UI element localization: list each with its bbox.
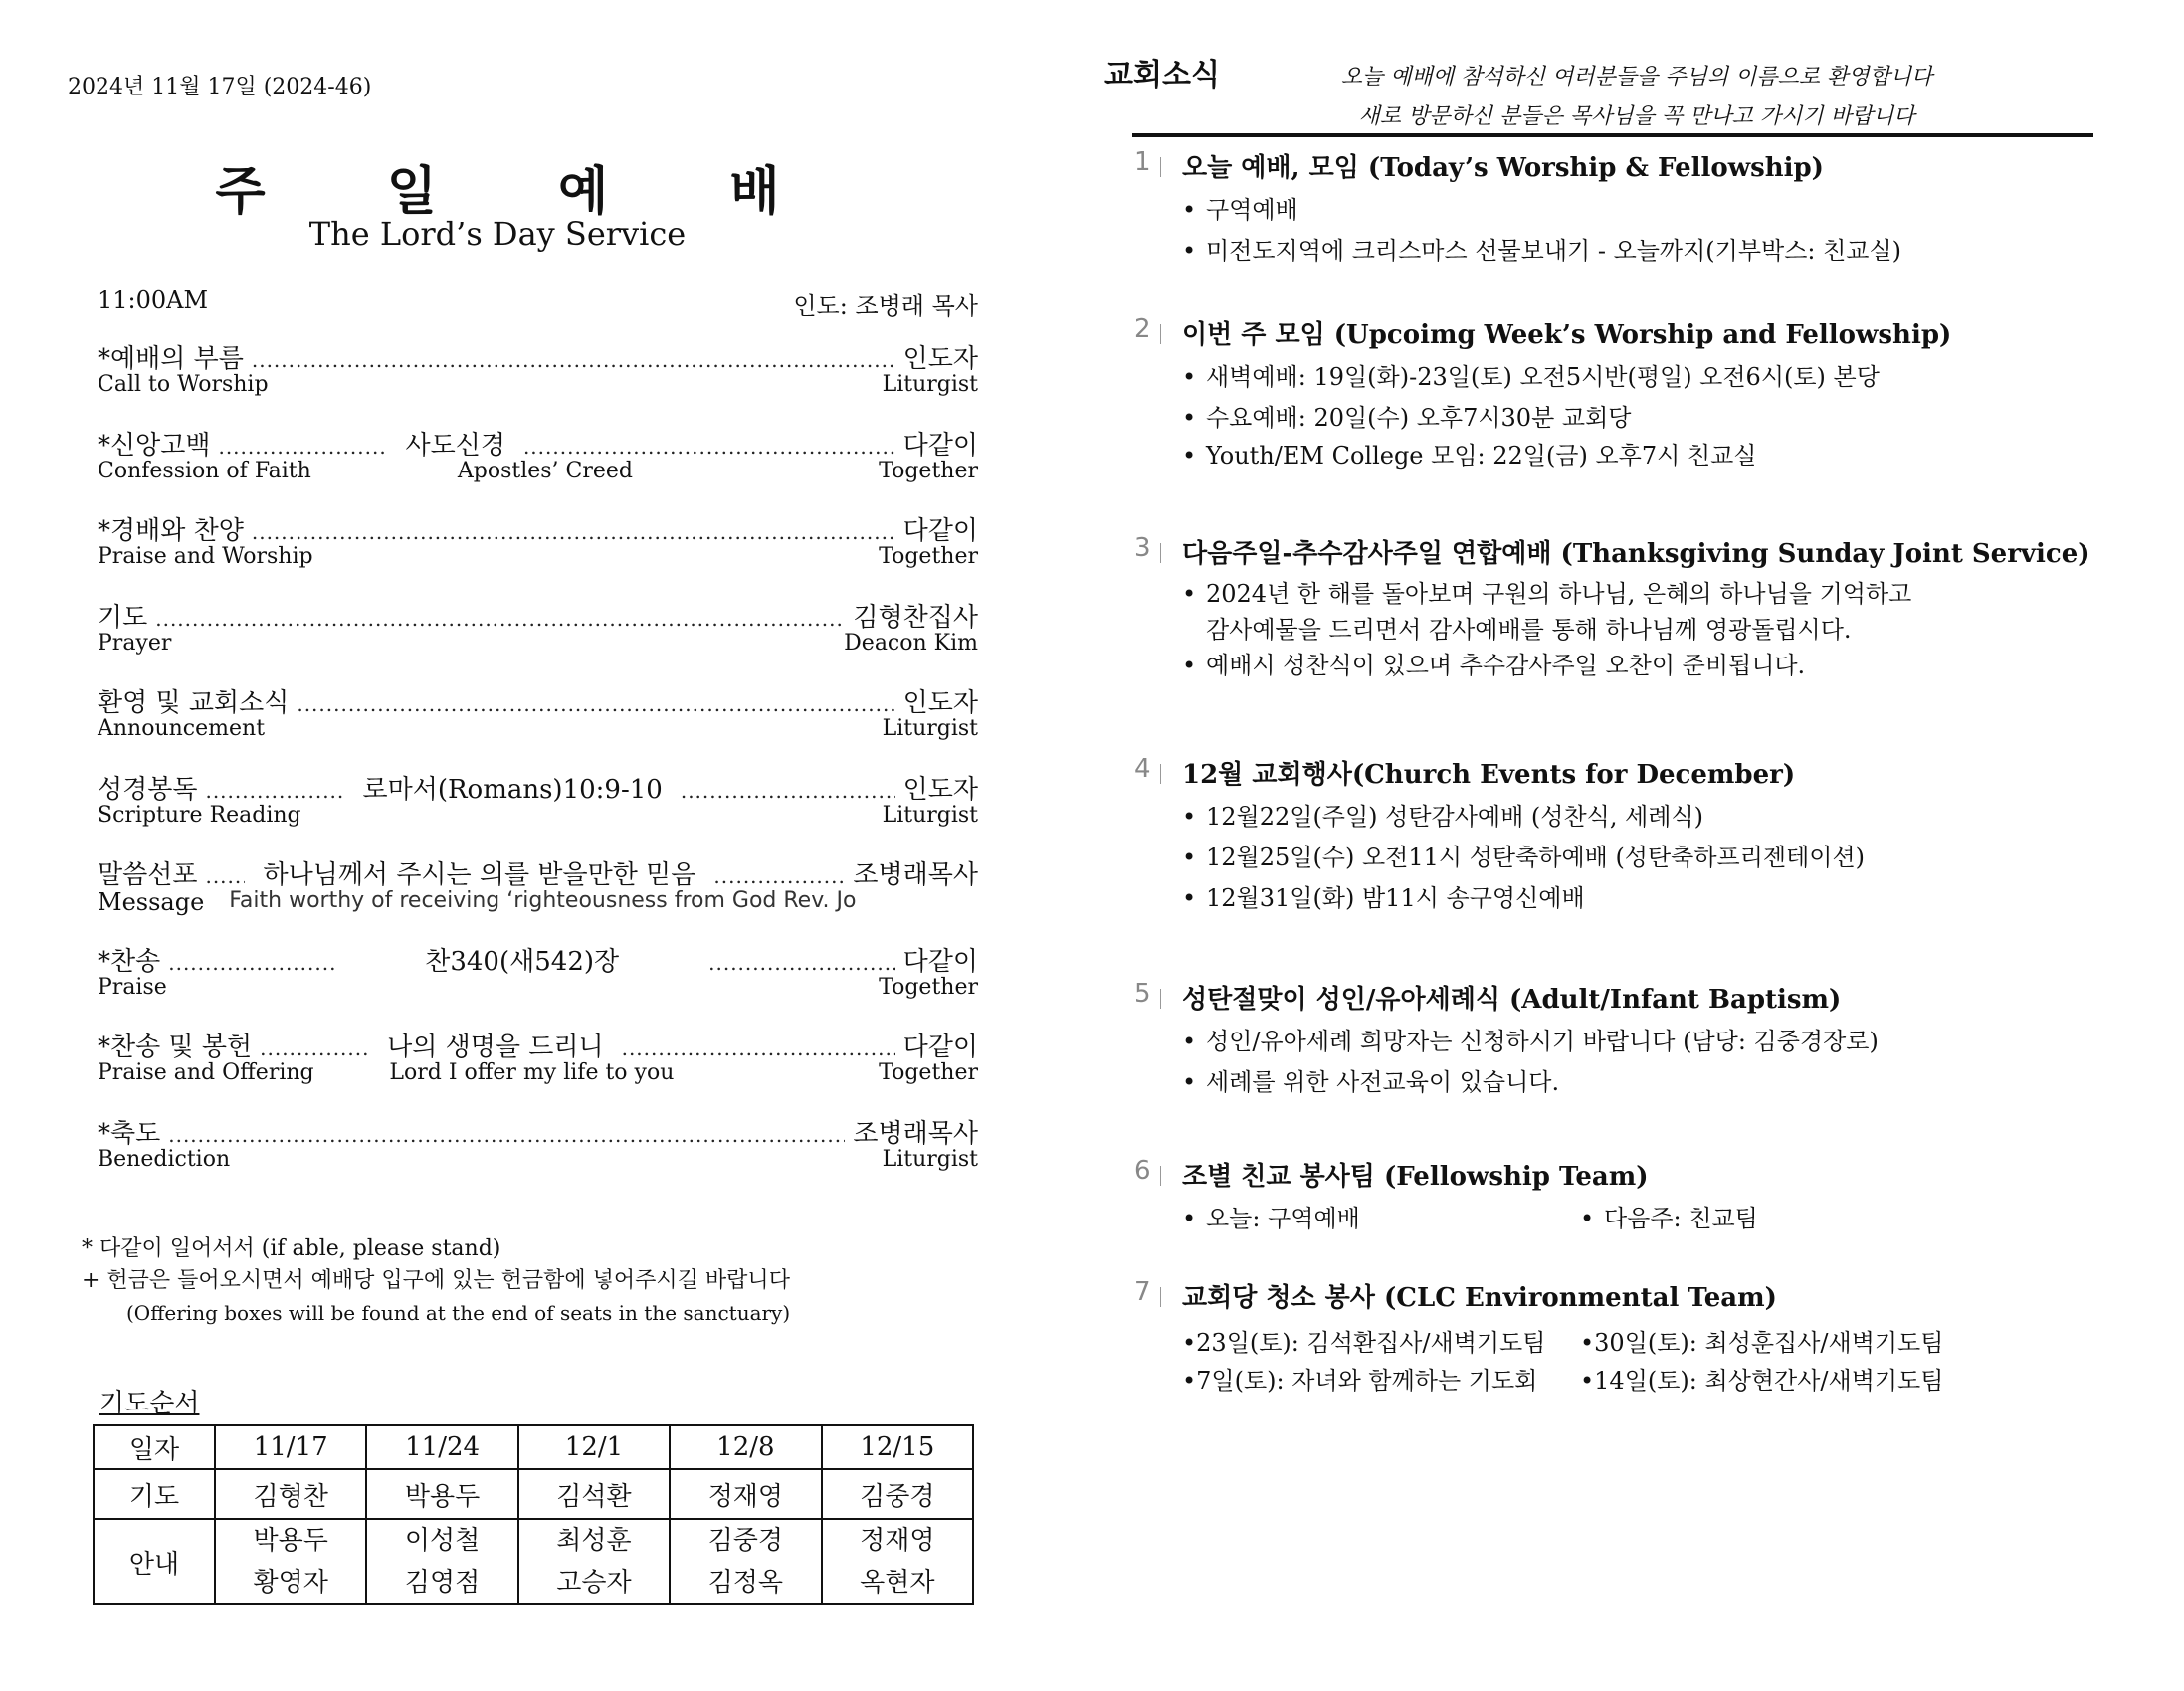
table-cell: 최성훈 고승자 — [518, 1519, 670, 1604]
order-en: Scripture Reading — [98, 802, 301, 828]
order-leader: 인도자 — [902, 688, 978, 718]
order-en: Confession of Faith — [98, 458, 311, 483]
list-item: • 성인/유아세례 희망자는 신청하시기 바랍니다 (담당: 김중경장로) — [1182, 1028, 1879, 1055]
list-item: • 12월22일(주일) 성탄감사예배 (성찬식, 세례식) — [1182, 803, 1703, 831]
worship-order-page — [0, 0, 1075, 1691]
table-row — [94, 1425, 973, 1469]
table-row — [94, 1519, 973, 1604]
announcement-item — [1134, 1156, 2179, 1239]
offering-note: + 헌금은 들어오시면서 예배당 입구에 있는 헌금함에 넣어주시길 바랍니다 — [82, 1268, 790, 1293]
order-mid: 사도신경 — [405, 430, 505, 461]
order-ko: 기도 — [98, 602, 148, 633]
item-heading: 교회당 청소 봉사 (CLC Environmental Team) — [1182, 1283, 1777, 1313]
table-cell: 12/1 — [518, 1425, 670, 1469]
item-number: 6 — [1134, 1156, 1151, 1186]
order-item — [98, 769, 978, 855]
order-en-leader: Liturgist — [882, 372, 978, 397]
order-item — [98, 854, 978, 941]
header-divider — [1132, 133, 2093, 137]
order-leader: 김형찬집사 — [853, 602, 978, 633]
order-en-mid: Lord I offer my life to you — [389, 1060, 675, 1085]
list-item: •7일(토): 자녀와 함께하는 기도회 •14일(토): 최상현간사/새벽기도팀 — [1182, 1367, 1944, 1395]
list-item: • 예배시 성찬식이 있으며 추수감사주일 오찬이 준비됩니다. — [1182, 652, 1806, 679]
list-item: • 12월31일(화) 밤11시 송구영신예배 — [1182, 884, 1585, 912]
item-heading: 이번 주 모임 (Upcoimg Week’s Worship and Fellowship) — [1182, 320, 1952, 350]
order-ko: 환영 및 교회소식 — [98, 688, 290, 718]
table-cell: 일자 — [94, 1425, 215, 1469]
prayer-schedule-title: 기도순서 — [99, 1389, 200, 1418]
order-mid: 나의 생명을 드리니 — [387, 1033, 604, 1062]
list-item: •23일(토): 김석환집사/새벽기도팀 •30일(토): 최성훈집사/새벽기도팀 — [1182, 1329, 1944, 1357]
order-en-leader: Together — [879, 1060, 978, 1085]
order-ko: *찬송 및 봉헌 — [98, 1033, 253, 1062]
table-cell: 김형찬 — [215, 1469, 366, 1519]
order-ko: *예배의 부름 — [98, 344, 244, 374]
order-en: Praise and Offering — [98, 1060, 314, 1085]
list-item: • 2024년 한 해를 돌아보며 구원의 하나님, 은혜의 하나님을 기억하고 — [1182, 580, 1912, 608]
announcement-item — [1134, 147, 2179, 272]
stand-note: * 다같이 일어서서 (if able, please stand) — [82, 1236, 501, 1261]
order-en: Praise — [98, 974, 167, 1000]
order-en-leader: Together — [879, 974, 978, 1000]
list-item: • 수요예배: 20일(수) 오후7시30분 교회당 — [1182, 404, 1632, 432]
page-title: 주 일 예 배 — [215, 161, 832, 222]
table-cell: 김중경 — [822, 1469, 973, 1519]
order-en: Call to Worship — [98, 372, 269, 397]
bulletin-date: 2024년 11월 17일 (2024-46) — [68, 75, 372, 99]
item-heading: 다음주일-추수감사주일 연합예배 (Thanksgiving Sunday Joint Service) — [1182, 539, 2090, 569]
table-cell: 11/24 — [366, 1425, 517, 1469]
order-en-leader: Together — [879, 544, 978, 569]
order-of-worship — [98, 338, 978, 1199]
item-heading: 조별 친교 봉사팀 (Fellowship Team) — [1182, 1162, 1649, 1192]
order-leader: 다같이 — [902, 430, 978, 461]
order-item — [98, 597, 978, 683]
announcement-item — [1134, 979, 2179, 1103]
service-time: 11:00AM — [98, 286, 209, 314]
item-heading: 오늘 예배, 모임 (Today’s Worship & Fellowship) — [1182, 153, 1824, 183]
order-item — [98, 941, 978, 1028]
item-number: 2 — [1134, 314, 1151, 344]
list-item: • 미전도지역에 크리스마스 선물보내기 - 오늘까지(기부박스: 친교실) — [1182, 237, 1902, 265]
announcement-item — [1134, 754, 2179, 919]
order-en: Prayer — [98, 630, 172, 656]
order-leader: 조병래목사 — [853, 860, 978, 890]
list-item: • 12월25일(수) 오전11시 성탄축하예배 (성탄축하프리젠테이션) — [1182, 844, 1866, 871]
order-item — [98, 510, 978, 597]
order-ko: 성경봉독 — [98, 774, 198, 805]
order-item — [98, 338, 978, 425]
table-cell: 기도 — [94, 1469, 215, 1519]
church-news-page — [1085, 0, 2184, 1691]
list-item: 감사예물을 드리면서 감사예배를 통해 하나님께 영광돌립시다. — [1206, 616, 1852, 644]
item-number: 1 — [1134, 147, 1151, 177]
list-item: • Youth/EM College 모임: 22일(금) 오후7시 친교실 — [1182, 442, 1757, 470]
order-item — [98, 1113, 978, 1200]
table-cell: 이성철 김영점 — [366, 1519, 517, 1604]
order-mid: 하나님께서 주시는 의를 받을만한 믿음 — [263, 860, 696, 890]
service-leader: 인도: 조병래 목사 — [793, 292, 978, 320]
table-cell: 박용두 — [366, 1469, 517, 1519]
order-leader: 조병래목사 — [853, 1118, 978, 1149]
item-heading: 성탄절맞이 성인/유아세례식 (Adult/Infant Baptism) — [1182, 985, 1842, 1015]
table-cell: 12/15 — [822, 1425, 973, 1469]
page-subtitle: The Lord’s Day Service — [308, 215, 687, 253]
order-item — [98, 425, 978, 511]
order-item — [98, 682, 978, 769]
order-mid: 로마서(Romans)10:9-10 — [362, 774, 663, 805]
order-item — [98, 1027, 978, 1113]
order-leader: 다같이 — [902, 946, 978, 977]
prayer-schedule-table — [93, 1424, 974, 1605]
order-ko: *축도 — [98, 1118, 161, 1149]
order-ko: 말씀선포 — [98, 860, 198, 890]
table-cell: 정재영 — [670, 1469, 821, 1519]
announcement-item — [1134, 1277, 2179, 1400]
order-en-leader: Liturgist — [882, 1146, 978, 1172]
order-leader: 다같이 — [902, 1033, 978, 1062]
item-number: 3 — [1134, 533, 1151, 563]
order-leader: 인도자 — [902, 344, 978, 374]
table-cell: 박용두 황영자 — [215, 1519, 366, 1604]
order-en: Praise and Worship — [98, 544, 313, 569]
order-en-mid: Apostles’ Creed — [457, 458, 634, 483]
order-en-leader: Liturgist — [882, 802, 978, 828]
order-en: Announcement — [98, 716, 266, 741]
order-en-leader: Together — [879, 458, 978, 483]
order-en-leader: Deacon Kim — [844, 630, 978, 656]
order-leader: 다같이 — [902, 516, 978, 546]
order-ko: *신앙고백 — [98, 430, 211, 461]
order-ko: *경배와 찬양 — [98, 516, 244, 546]
order-ko: *찬송 — [98, 946, 161, 977]
announcement-item — [1134, 314, 2179, 472]
order-en: Message — [98, 888, 205, 916]
table-cell: 정재영 옥현자 — [822, 1519, 973, 1604]
list-item: • 세례를 위한 사전교육이 있습니다. — [1182, 1068, 1560, 1096]
service-notes — [82, 1233, 790, 1329]
news-title: 교회소식 — [1104, 58, 1220, 93]
item-number: 7 — [1134, 1277, 1151, 1307]
list-item: • 구역예배 — [1182, 196, 1298, 224]
order-en-leader: Liturgist — [882, 716, 978, 741]
offering-note-en: (Offering boxes will be found at the end of seats in the sanctuary) — [126, 1301, 791, 1325]
table-row — [94, 1469, 973, 1519]
table-cell: 김중경 김정옥 — [670, 1519, 821, 1604]
item-number: 4 — [1134, 754, 1151, 784]
service-time-row — [98, 286, 978, 321]
item-heading: 12월 교회행사(Church Events for December) — [1182, 760, 1796, 790]
announcement-item — [1134, 533, 2179, 683]
list-item: • 새벽예배: 19일(화)-23일(토) 오전5시반(평일) 오전6시(토) 본당 — [1182, 363, 1880, 391]
welcome-message: 오늘 예배에 참석하신 여러분들을 주님의 이름으로 환영합니다 새로 방문하신 분들은 목사님을 꼭 만나고 가시기 바랍니다 — [1340, 65, 1933, 129]
order-en: Benediction — [98, 1146, 231, 1172]
order-leader: 인도자 — [902, 774, 978, 805]
list-item: • 오늘: 구역예배 • 다음주: 친교팀 — [1182, 1205, 1758, 1232]
item-number: 5 — [1134, 979, 1151, 1009]
table-cell: 11/17 — [215, 1425, 366, 1469]
order-en-mid: Faith worthy of receiving ‘righteousness from God Rev. Jo — [229, 888, 857, 913]
table-cell: 안내 — [94, 1519, 215, 1604]
table-cell: 12/8 — [670, 1425, 821, 1469]
order-mid: 찬340(새542)장 — [425, 946, 620, 977]
table-cell: 김석환 — [518, 1469, 670, 1519]
